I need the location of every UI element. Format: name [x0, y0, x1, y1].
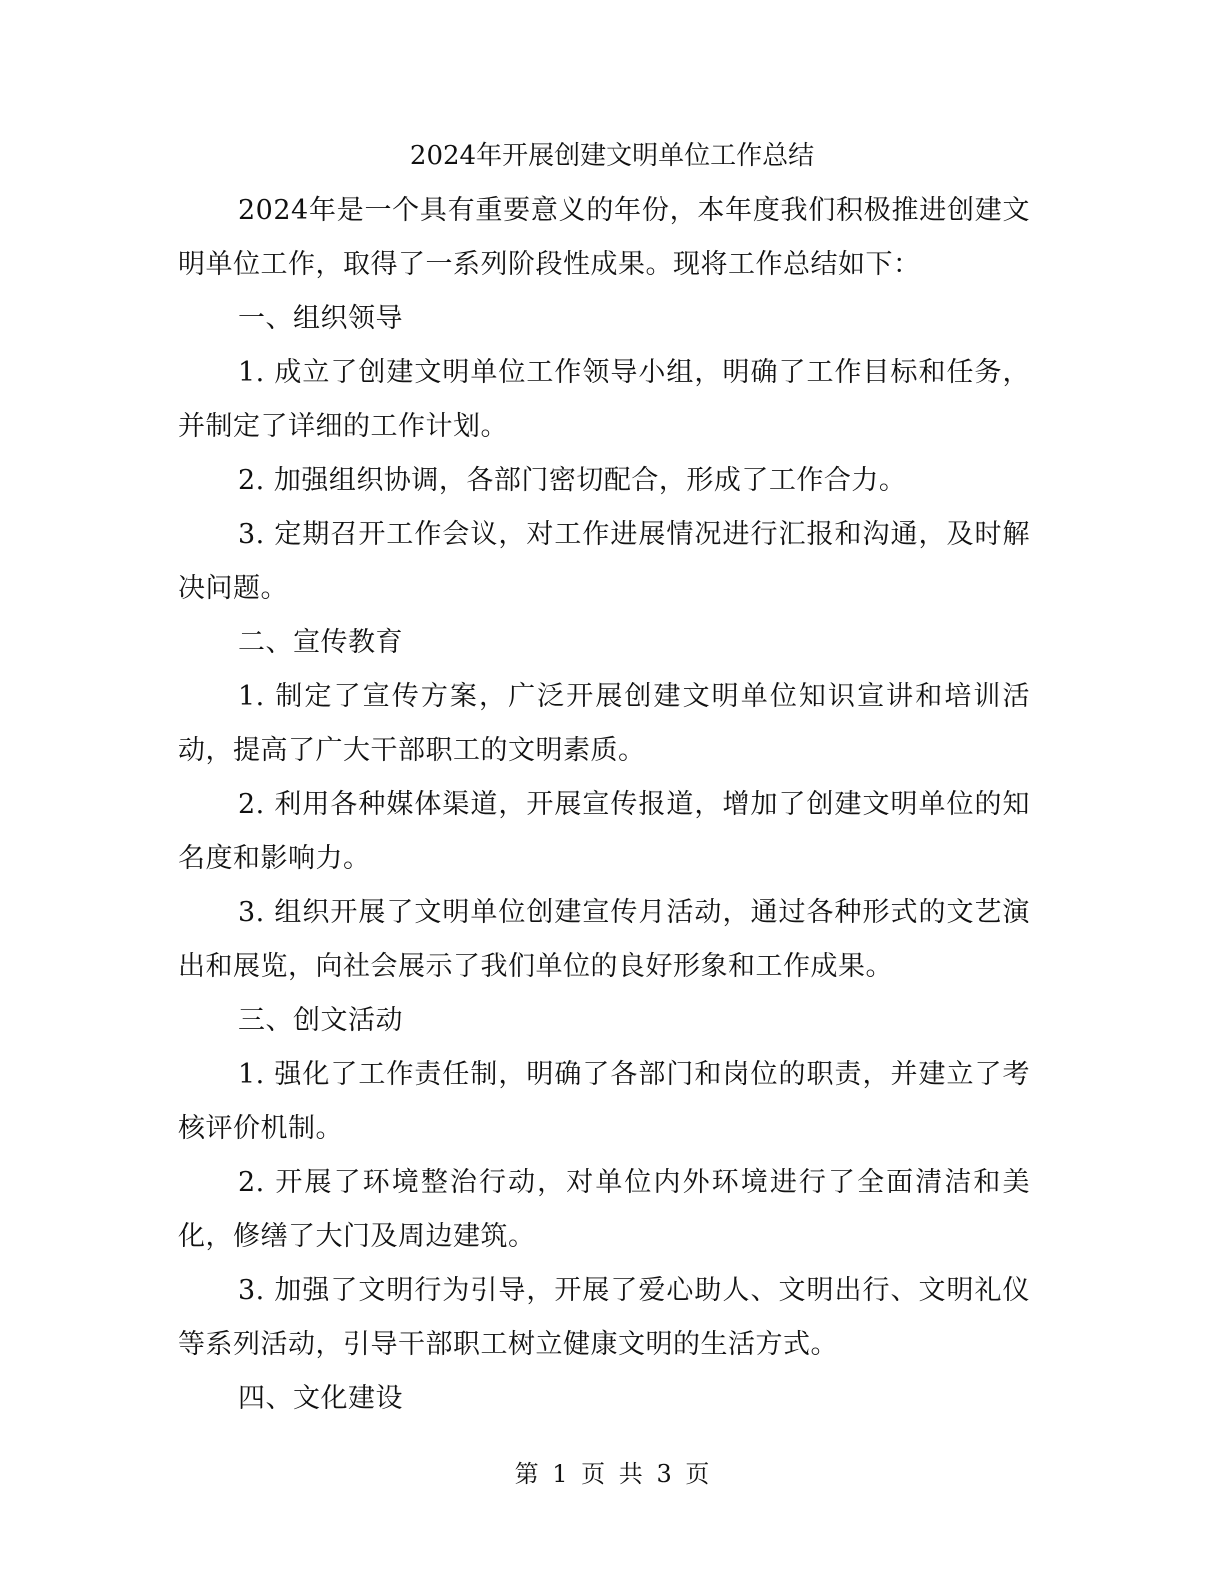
- section-heading-culture: 四、文化建设: [238, 1383, 403, 1414]
- list-item: 3. 组织开展了文明单位创建宣传月活动，通过各种形式的文艺演出和展览，向社会展示了我们单位的良好形象和工作成果。: [178, 897, 1030, 982]
- list-item: 3. 定期召开工作会议，对工作进展情况进行汇报和沟通，及时解决问题。: [178, 519, 1030, 604]
- list-item: 2. 开展了环境整治行动，对单位内外环境进行了全面清洁和美化，修缮了大门及周边建筑。: [178, 1167, 1030, 1252]
- page-number-footer: 第 1 页 共 3 页: [514, 1460, 710, 1488]
- document-body: [178, 184, 1030, 1426]
- intro-paragraph: 2024年是一个具有重要意义的年份，本年度我们积极推进创建文明单位工作，取得了一系列阶段性成果。现将工作总结如下：: [178, 195, 1030, 280]
- list-item: 3. 加强了文明行为引导，开展了爱心助人、文明出行、文明礼仪等系列活动，引导干部职工树立健康文明的生活方式。: [178, 1275, 1030, 1360]
- section-heading-publicity: 二、宣传教育: [238, 627, 403, 658]
- section-heading-activities: 三、创文活动: [238, 1005, 403, 1036]
- list-item: 2. 利用各种媒体渠道，开展宣传报道，增加了创建文明单位的知名度和影响力。: [178, 789, 1030, 874]
- section-heading-organization: 一、组织领导: [238, 303, 403, 334]
- list-item: 1. 成立了创建文明单位工作领导小组，明确了工作目标和任务，并制定了详细的工作计划。: [178, 357, 1030, 442]
- list-item: 1. 强化了工作责任制，明确了各部门和岗位的职责，并建立了考核评价机制。: [178, 1059, 1030, 1144]
- list-item: 2. 加强组织协调，各部门密切配合，形成了工作合力。: [238, 465, 907, 496]
- document-title: 2024年开展创建文明单位工作总结: [409, 141, 815, 171]
- list-item: 1. 制定了宣传方案，广泛开展创建文明单位知识宣讲和培训活动，提高了广大干部职工的文明素质。: [178, 681, 1030, 766]
